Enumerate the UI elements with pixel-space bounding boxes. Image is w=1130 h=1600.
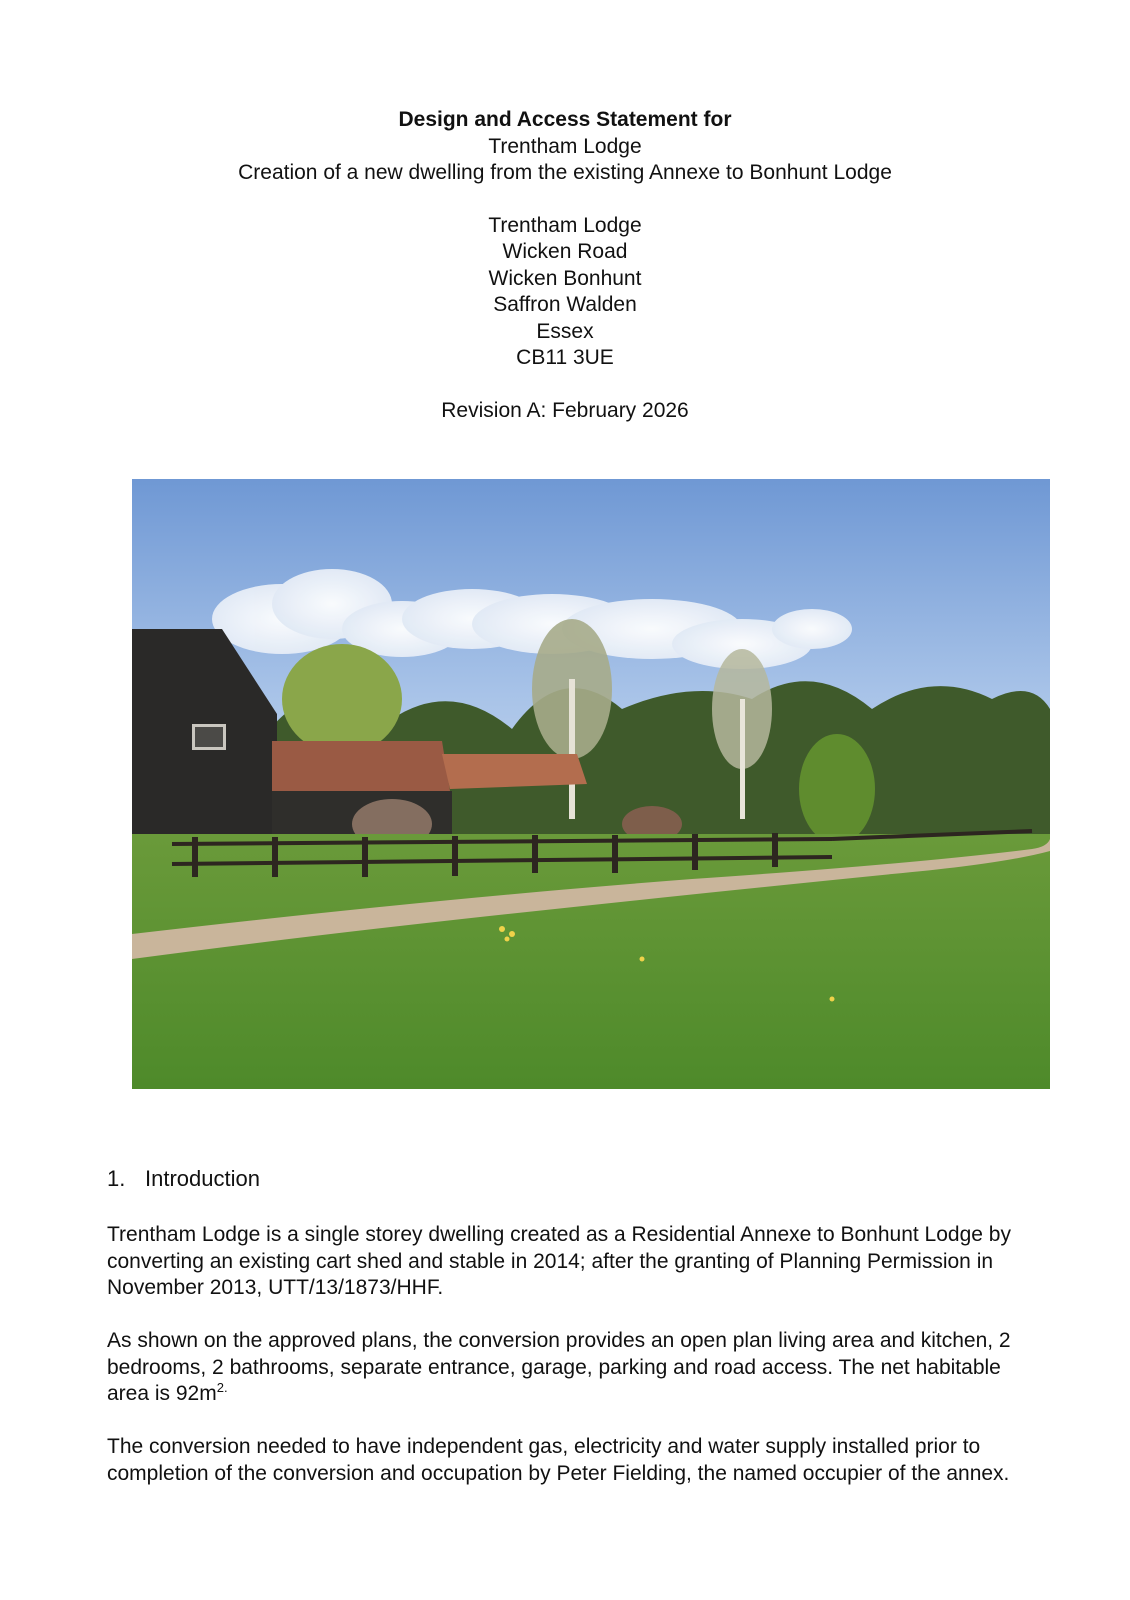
document-subtitle: Trentham Lodge [488, 134, 642, 158]
address-line: Wicken Road [502, 240, 628, 263]
paragraph-1: Trentham Lodge is a single storey dwelling created as a Residential Annexe to Bonhunt Lodge by converting an existing cart shed and stable in 2014; after the granting of Planning Permission in November 2013, UTT/13/1873/HHF. [107, 1223, 1011, 1299]
spacer [0, 372, 1130, 398]
address-line: Saffron Walden [493, 293, 637, 316]
revision-date: Revision A: February 2026 [441, 398, 689, 422]
address-line: Wicken Bonhunt [488, 266, 642, 290]
paragraph-2 [107, 1328, 1037, 1408]
paragraph-3: The conversion needed to have independent gas, electricity and water supply installed prior to completion of the conversion and occupation by Peter Fielding, the named occupier of the annex. [107, 1435, 1010, 1485]
address-line: Trentham Lodge [488, 213, 642, 237]
document-title: Design and Access Statement for [398, 108, 732, 131]
address-line: CB11 3UE [516, 346, 614, 369]
paragraph-2-text: As shown on the approved plans, the conversion provides an open plan living area and kitchen, 2 bedrooms, 2 bathrooms, separate entrance, garage, parking and road access. The net habitable area is 92m [107, 1329, 1011, 1405]
section-number: 1. [107, 1166, 126, 1191]
superscript: 2. [216, 1380, 228, 1395]
section-heading [107, 1166, 260, 1192]
document-description: Creation of a new dwelling from the existing Annexe to Bonhunt Lodge [238, 161, 892, 184]
property-photo [132, 479, 1050, 1089]
section-title: Introduction [145, 1166, 260, 1191]
photo-illustration [132, 479, 1050, 1089]
title-block [0, 107, 1130, 424]
address-line: Essex [536, 319, 594, 343]
spacer [0, 187, 1130, 213]
